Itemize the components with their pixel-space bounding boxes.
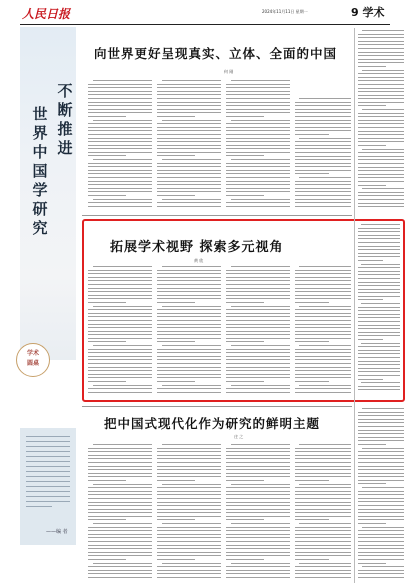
seal-line1: 学术: [26, 350, 39, 357]
text-column: [295, 444, 351, 582]
article-3-headline[interactable]: 把中国式现代化作为研究的鲜明主题: [104, 416, 321, 431]
page-section-label: [351, 4, 385, 20]
text-column: [358, 408, 404, 582]
text-column: [295, 266, 351, 396]
masthead: [0, 0, 409, 26]
editor-note-text: [26, 436, 70, 511]
column-banner: [20, 27, 76, 360]
text-column: [88, 80, 152, 210]
text-column: [226, 444, 290, 582]
paper-logo: 人民日报: [22, 7, 71, 21]
column-divider: [354, 28, 355, 583]
editor-note-box: [20, 428, 76, 545]
page-number: 9: [351, 6, 359, 19]
text-column: [358, 224, 400, 394]
banner-title-col1: 不 断 推 进: [57, 82, 73, 157]
column-seal-icon: [16, 343, 50, 377]
text-column: [358, 30, 404, 210]
text-column: [157, 444, 221, 582]
article-divider: [82, 406, 352, 407]
text-column: [295, 98, 351, 210]
article-1-headline[interactable]: 向世界更好呈现真实、立体、全面的中国: [94, 46, 338, 61]
banner-title-col2: 世 界 中 国 学 研 究: [32, 105, 48, 237]
text-column: [226, 80, 290, 210]
publication-date: 2024年11月11日 星期一: [262, 9, 308, 14]
editor-signature: ——编 者: [46, 529, 68, 535]
article-2-byline: 黄 欣: [194, 258, 204, 263]
text-column: [157, 266, 221, 396]
article-3-byline: 庄 之: [234, 434, 244, 439]
seal-line2: 圆桌: [26, 360, 39, 367]
article-1-byline: 何 刚: [224, 69, 234, 74]
masthead-rule: [20, 24, 390, 25]
article-2-headline[interactable]: 拓展学术视野 探索多元视角: [110, 240, 284, 255]
section-name: 学术: [362, 6, 385, 19]
text-column: [88, 266, 152, 396]
text-column: [226, 266, 290, 396]
text-column: [157, 80, 221, 210]
text-column: [88, 444, 152, 582]
article-divider: [82, 215, 352, 216]
